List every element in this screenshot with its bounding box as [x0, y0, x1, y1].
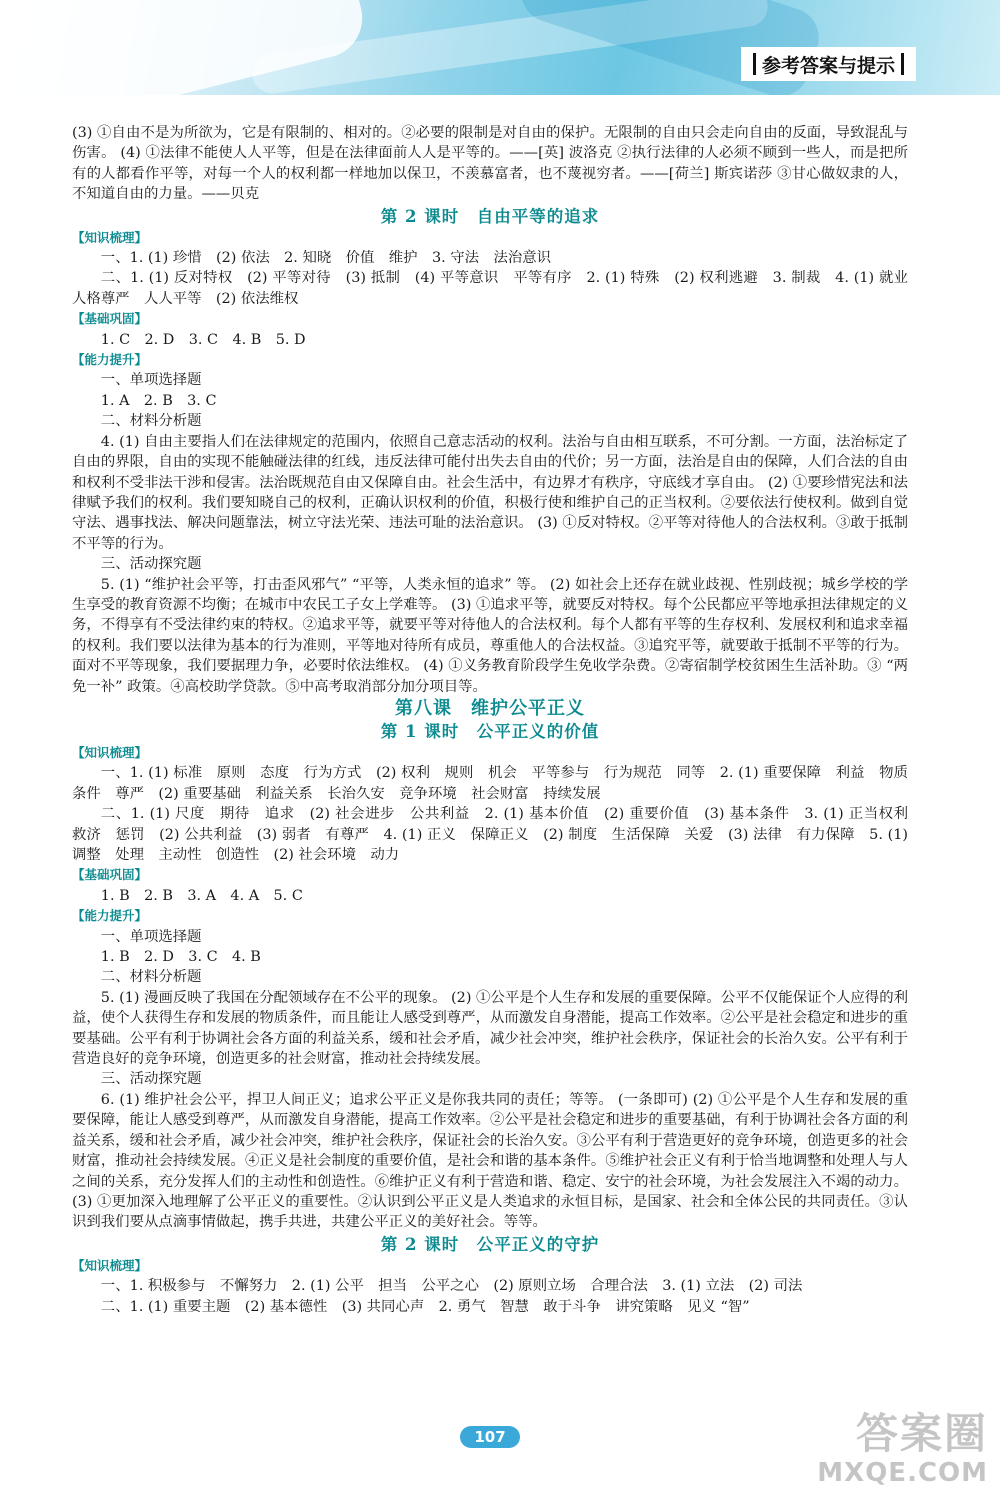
paragraph: 三、活动探究题	[100, 1071, 202, 1088]
paragraph: 一、1. (1) 标准 原则 态度 行为方式 (2) 权利 规则 机会 平等参与 行为规范 同等 2. (1) 重要保障 利益 物质条件 尊严 (2) 重要基础 利益关系 长治久安 竞争环境 社会财富 持续发展	[72, 765, 908, 802]
header-bar-icon	[753, 53, 756, 75]
paragraph: 二、1. (1) 重要主题 (2) 基本德性 (3) 共同心声 2. 勇气 智慧 敢于斗争 讲究策略 见义 “智”	[100, 1298, 750, 1315]
lesson-heading: 第 2 课时 自由平等的追求	[380, 206, 600, 226]
page-number: 107	[460, 1426, 520, 1448]
paragraph: 二、材料分析题	[100, 969, 202, 986]
lesson-heading: 第 2 课时 公平正义的守护	[380, 1234, 600, 1254]
watermark-logo	[817, 1410, 988, 1488]
watermark-text: 答案圈	[855, 1409, 988, 1458]
section-tag: 【知识梳理】	[72, 744, 148, 760]
answer-content	[72, 123, 923, 1317]
lesson-heading: 第 1 课时 公平正义的价值	[380, 721, 600, 741]
paragraph: 6. (1) 维护社会公平，捍卫人间正义；追求公平正义是你我共同的责任；等等。 (一条即可) (2) ①公平是个人生存和发展的重要保障，能让人感受到尊严，从而激发自身潜能，提高工作效率。②公平是社会稳定和进步的重要基础，有利于协调社会各方面的利益关系，缓和社会矛盾，减少社会冲突，维护社会秩序，保证社会的长治久安。③公平有利于营造更好的竞争环境，创造更多的社会财富，推动社会持续发展。④正义是社会制度的重要价值，是社会和谐的基本条件。⑤维护社会正义有利于恰当地调整和处理人与人之间的关系，充分发挥人们的主动性和创造性。⑥维护正义有利于营造和谐、稳定、安宁的社会环境，为社会发展注入不竭的动力。 (3) ①更加深入地理解了公平正义的重要性。②认识到公平正义是人类追求的永恒目标，是国家、社会和全体公民的共同责任。③认识到我们要从点滴事情做起，携手共进，共建公平正义的美好社会。等等。	[72, 1091, 908, 1231]
paragraph: 二、1. (1) 尺度 期待 追求 (2) 社会进步 公共利益 2. (1) 基本价值 (2) 重要价值 (3) 基本条件 3. (1) 正当权利 救济 惩罚 (2) 公共利益 (3) 弱者 有尊严 4. (1) 正义 保障正义 (2) 制度 生活保障 关爱 (3) 法律 有力保障 5. (1) 调整 处理 主动性 创造性 (2) 社会环境 动力	[72, 806, 923, 863]
section-tag: 【能力提升】	[72, 352, 148, 368]
paragraph: 1. C 2. D 3. C 4. B 5. D	[100, 331, 306, 348]
paragraph: 1. A 2. B 3. C	[100, 392, 217, 409]
paragraph: 5. (1) “维护社会平等，打击歪风邪气” “平等，人类永恒的追求” 等。 (2) 如社会上还存在就业歧视、性别歧视；城乡学校的学生享受的教育资源不均衡；在城市中农民工子女上学难等。 (3) ①追求平等，就要反对特权。每个公民都应平等地承担法律规定的义务，不得享有不受法律约束的特权。②追求平等，就要平等对待他人的合法权利。每个人都有平等的生存权利、发展权利和追求幸福的权利。我们要以法律为基本的行为准则，平等地对待所有成员，尊重他人的合法权益。③追究平等，就要敢于抵制不平等的行为。面对不平等现象，我们要据理力争，必要时依法维权。 (4) ①义务教育阶段学生免收学杂费。②寄宿制学校贫困生生活补助。③ “两免一补” 政策。④高校助学贷款。⑤中高考取消部分加分项目等。	[72, 576, 908, 695]
paragraph: 二、材料分析题	[100, 413, 202, 430]
paragraph: 三、活动探究题	[100, 556, 202, 573]
paragraph: 二、1. (1) 反对特权 (2) 平等对待 (3) 抵制 (4) 平等意识 平等有序 2. (1) 特殊 (2) 权利逃避 3. 制裁 4. (1) 就业 人格尊严 人人平等 (2) 依法维权	[72, 270, 923, 307]
section-header	[741, 47, 916, 81]
unit-heading: 第八课 维护公平正义	[395, 697, 585, 719]
section-tag: 【知识梳理】	[72, 1257, 148, 1273]
paragraph: 4. (1) 自由主要指人们在法律规定的范围内，依照自己意志活动的权利。法治与自由相互联系，不可分割。一方面，法治标定了自由的界限，自由的实现不能触碰法律的红线，违反法律可能付出失去自由的代价；另一方面，法治是自由的保障，人们合法的自由和权利不受非法干涉和侵害。法治既规范自由又保障自由。社会生活中，有边界才有秩序，守底线才享自由。 (2) ①要珍惜宪法和法律赋予我们的权利。我们要知晓自己的权利，正确认识权利的价值，积极行使和维护自己的正当权利。②要依法行使权利。做到自觉守法、遇事找法、解决问题靠法，树立守法光荣、违法可耻的法治意识。 (3) ①反对特权。②平等对待他人的合法权利。③敢于抵制不平等的行为。	[72, 433, 908, 552]
paragraph: 一、单项选择题	[100, 372, 202, 389]
section-tag: 【基础巩固】	[72, 311, 148, 327]
paragraph: 一、1. (1) 珍惜 (2) 依法 2. 知晓 价值 维护 3. 守法 法治意识	[100, 250, 552, 267]
paragraph: 5. (1) 漫画反映了我国在分配领域存在不公平的现象。 (2) ①公平是个人生存和发展的重要保障。公平不仅能保证个人应得的利益，使个人获得生存和发展的物质条件，而且能让人感受到尊严，从而激发自身潜能，提高工作效率。②公平是社会稳定和进步的重要基础。公平有利于协调社会各方面的利益关系，缓和社会矛盾，减少社会冲突，维护社会秩序，保证社会的长治久安。公平有利于营造良好的竞争环境，创造更多的社会财富，推动社会持续发展。	[72, 989, 908, 1068]
section-tag: 【基础巩固】	[72, 867, 148, 883]
paragraph: (3) ①自由不是为所欲为，它是有限制的、相对的。②必要的限制是对自由的保护。无限制的自由只会走向自由的反面，导致混乱与伤害。 (4) ①法律不能使人人平等，但是在法律面前人人是平等的。——[英] 波洛克 ②执行法律的人必须不顾到一些人，而是把所有的人都看作平等，对每一个人的权利都一样地加以保卫，不羡慕富者，也不蔑视穷者。——[荷兰] 斯宾诺莎 ③甘心做奴隶的人，不知道自由的力量。——贝克	[72, 125, 908, 203]
paragraph: 1. B 2. D 3. C 4. B	[100, 949, 261, 966]
section-tag: 【知识梳理】	[72, 229, 148, 245]
paragraph: 一、单项选择题	[100, 928, 202, 945]
paragraph: 1. B 2. B 3. A 4. A 5. C	[100, 887, 303, 904]
paragraph: 一、1. 积极参与 不懈努力 2. (1) 公平 担当 公平之心 (2) 原则立场 合理合法 3. (1) 立法 (2) 司法	[100, 1278, 803, 1295]
header-bar-icon	[901, 53, 904, 75]
section-tag: 【能力提升】	[72, 908, 148, 924]
header-title: 参考答案与提示	[761, 54, 895, 77]
watermark-url: MXQE.COM	[817, 1458, 988, 1488]
